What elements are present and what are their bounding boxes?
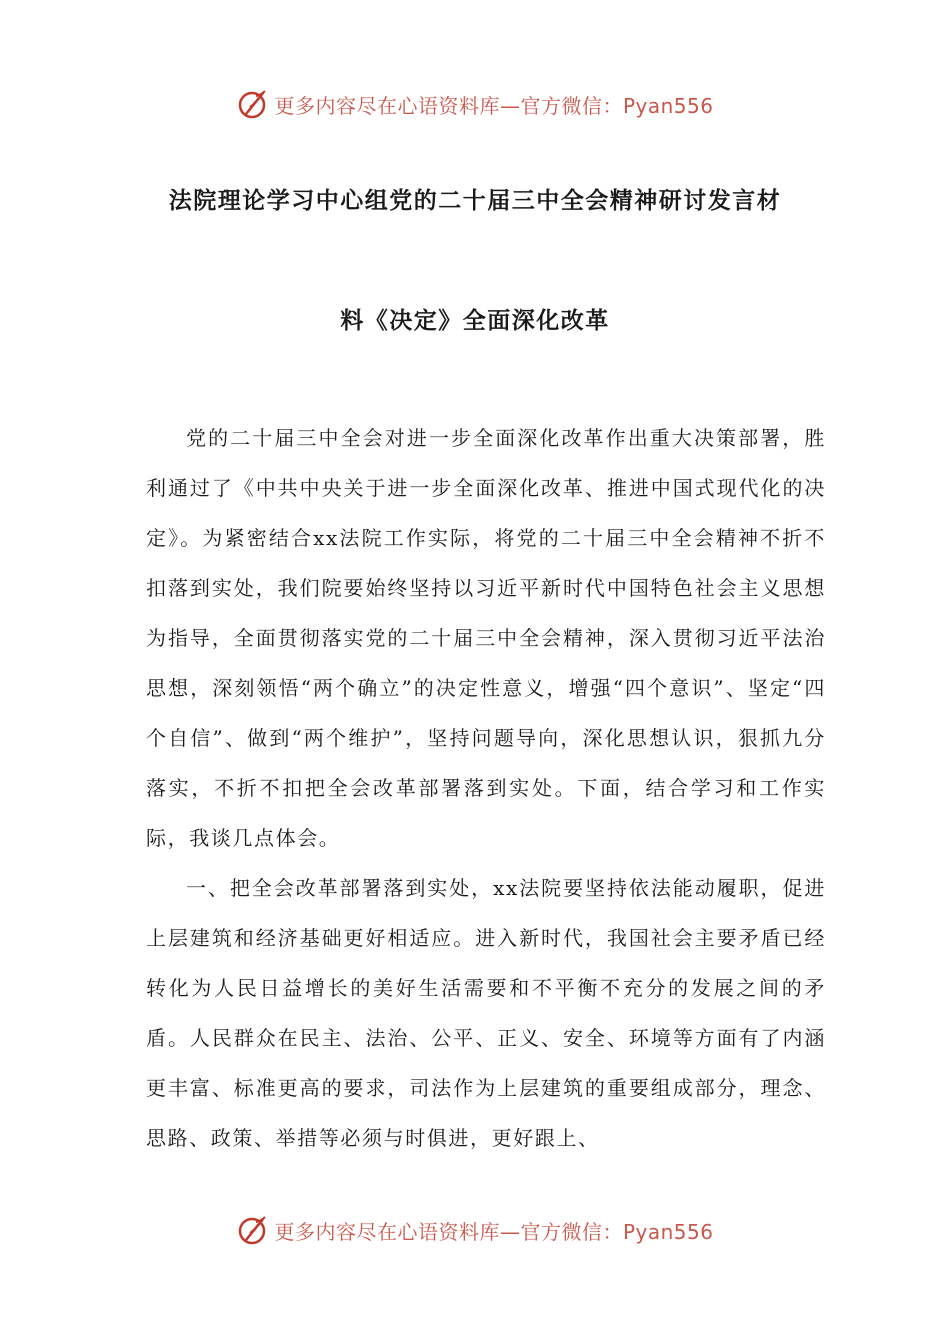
- watermark-text: 更多内容尽在心语资料库—官方微信：Pyan556: [274, 93, 714, 118]
- document-title-line-2: 料《决定》全面深化改革: [340, 308, 610, 334]
- paragraph-section-one: 一、把全会改革部署落到实处，xx法院要坚持依法能动履职，促进上层建筑和经济基础更好相适应。进入新时代，我国社会主要矛盾已经转化为人民日益增长的美好生活需要和不平衡不充分的发展之间的矛盾。人民群众在民主、法治、公平、正义、安全、环境等方面有了内涵更丰富、标准更高的要求，司法作为上层建筑的重要组成部分，理念、思路、政策、举措等必须与时俱进，更好跟上、: [146, 876, 826, 1150]
- watermark-text: 更多内容尽在心语资料库—官方微信：Pyan556: [274, 1219, 714, 1244]
- paragraph-intro: 党的二十届三中全会对进一步全面深化改革作出重大决策部署，胜利通过了《中共中央关于进一步全面深化改革、推进中国式现代化的决定》。为紧密结合xx法院工作实际，将党的二十届三中全会精神不折不扣落到实处，我们院要始终坚持以习近平新时代中国特色社会主义思想为指导，全面贯彻落实党的二十届三中全会精神，深入贯彻习近平法治思想，深刻领悟“两个确立”的决定性意义，增强“四个意识”、坚定“四个自信”、做到“两个维护”，坚持问题导向，深化思想认识，狠抓九分落实，不折不扣把全会改革部署落到实处。下面，结合学习和工作实际，我谈几点体会。: [146, 426, 826, 850]
- document-body: [146, 413, 826, 1163]
- quill-logo-icon: [236, 1213, 270, 1247]
- quill-logo-icon: [236, 87, 270, 121]
- document-title-line-1: 法院理论学习中心组党的二十届三中全会精神研讨发言材: [168, 188, 782, 214]
- header-watermark: [0, 84, 950, 124]
- footer-watermark: [0, 1210, 950, 1250]
